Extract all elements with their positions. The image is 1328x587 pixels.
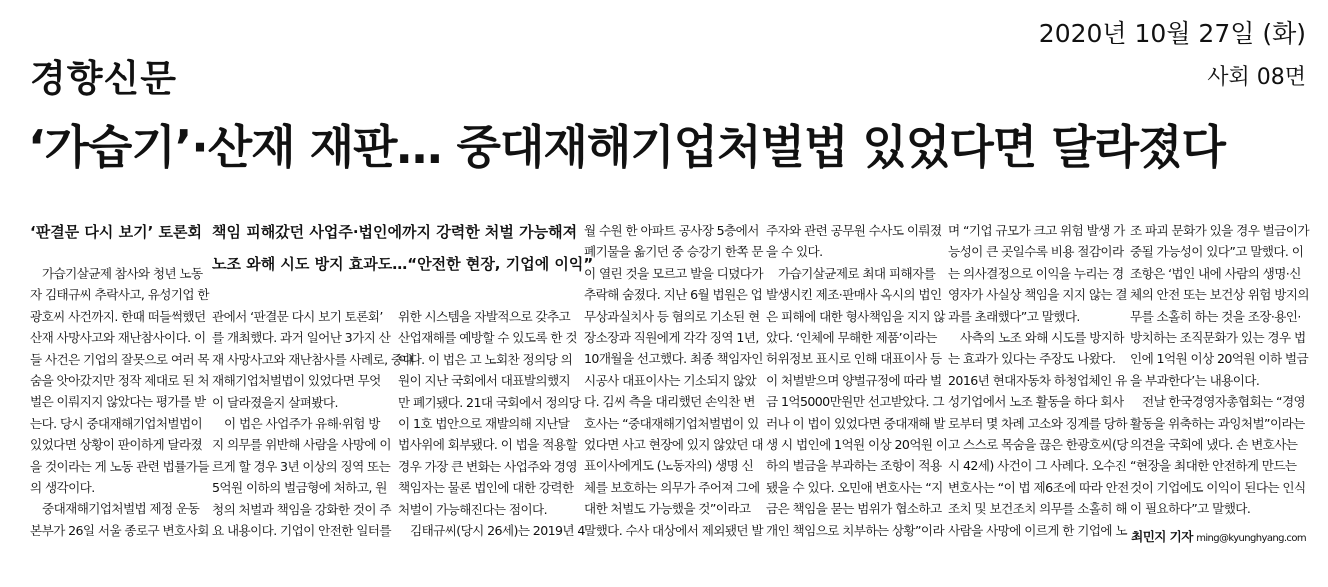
newspaper-masthead: 경향신문 <box>30 57 177 100</box>
text-line: 재해기업처벌법이 있었다면 무엇 <box>212 373 381 389</box>
byline-name: 최민지 기자 <box>1131 528 1193 544</box>
text-line: 과를 초래했다”고 말했다. <box>948 308 1080 324</box>
text-line: 이 처벌받으며 양벌규정에 따라 벌 <box>766 372 942 388</box>
text-line: 활동을 위축하는 과잉처벌”이라는 <box>1130 415 1305 431</box>
text-line: 성기업에서 노조 활동을 하다 회사 <box>948 394 1124 410</box>
text-line: 능성이 큰 곳일수록 비용 절감이라 <box>948 244 1124 260</box>
text-line: 주자와 관련 공무원 수사도 이뤄졌 <box>766 223 942 238</box>
text-line: 변호사는 “이 법 제6조에 따라 안전 <box>948 479 1129 495</box>
text-line: 무를 소홀히 하는 것을 조장·용인· <box>1130 308 1301 324</box>
text-line: 전날 한국경영자총협회는 “경영 <box>1142 394 1306 410</box>
text-line: 조치 및 보건조치 의무를 소홀히 해 <box>948 501 1127 517</box>
text-line: 체를 보호하는 의무가 주어져 그에 <box>584 479 760 495</box>
text-line: 청의 처벌과 책임을 강화한 것이 주 <box>212 501 391 517</box>
article-column-2 <box>212 306 415 541</box>
text-line: 었다면 사고 현장에 있지 않았던 대 <box>584 437 763 453</box>
text-line: 이 달라졌을지 살펴봤다. <box>212 394 338 410</box>
text-line: 이 1호 법안으로 재발의해 지난달 <box>398 416 570 432</box>
byline-email: ming@kyunghyang.com <box>1196 532 1306 544</box>
headline: ‘가습기’·산재 재판… 중대재해기업처벌법 있었다면 달라졌다 <box>28 120 1225 174</box>
section-page: 사회 08면 <box>1207 65 1306 90</box>
text-line: 김태규씨(당시 26세)는 2019년 4 <box>410 523 585 539</box>
text-line: 는다. 당시 중대재해기업처벌법이 <box>30 415 203 431</box>
text-line: 자 김태규씨 추락사고, 유성기업 한 <box>30 287 209 303</box>
text-line: 관에서 ‘판결문 다시 보기 토론회’ <box>212 309 383 324</box>
text-line: 됐을 수 있다. 오민애 변호사는 “지 <box>766 479 943 495</box>
text-line: 5억원 이하의 벌금형에 처하고, 원 <box>212 480 387 496</box>
text-line: 중될 가능성이 있다”고 말했다. 이 <box>1130 244 1304 260</box>
text-line: 이다. 이 법은 고 노회찬 정의당 의 <box>398 351 573 367</box>
text-line: 폐기물을 옮기던 중 승강기 한쪽 문 <box>584 244 763 260</box>
text-line: 것이 기업에도 이익이 된다는 인식 <box>1130 479 1306 495</box>
subhead-1: 책임 피해갔던 사업주·법인에까지 강력한 처벌 가능해져 <box>212 223 578 241</box>
text-line: 금은 책임을 묻는 범위가 협소하고 <box>766 501 942 517</box>
text-line: 의 생각이다. <box>30 480 95 496</box>
kicker: ‘판결문 다시 보기’ 토론회 <box>30 223 202 241</box>
article-column-5 <box>766 220 948 541</box>
text-line: 체의 안전 또는 보건상 위험 방지의 <box>1130 287 1309 303</box>
byline <box>1130 526 1306 549</box>
text-line: 지 의무를 위반해 사람을 사망에 이 <box>212 437 391 453</box>
text-line: 10개월을 선고했다. 최종 책임자인 <box>584 351 763 367</box>
text-line: 사측의 노조 와해 시도를 방지하 <box>960 330 1124 346</box>
text-line: 생 시 법인에 1억원 이상 20억원 이 <box>766 437 948 453</box>
text-line: 을 수 있다. <box>766 244 823 260</box>
text-line: “현장을 최대한 안전하게 만드는 <box>1130 458 1297 474</box>
text-line: 중대재해기업처벌법 제정 운동 <box>42 501 200 517</box>
text-line: 호사는 “중대재해기업처벌법이 있 <box>584 415 759 431</box>
text-line: 경우 가장 큰 변화는 사업주와 경영 <box>398 458 577 474</box>
text-line: 산재 사망사고와 재난참사이다. 이 <box>30 330 206 346</box>
subhead-2: 노조 와해 시도 방지 효과도…“안전한 현장, 기업에 이익” <box>212 255 594 273</box>
text-line: 월 수원 한 아파트 공사장 5층에서 <box>584 223 759 238</box>
text-line: 법사위에 회부됐다. 이 법을 적용할 <box>398 437 577 453</box>
text-line: 들 사건은 기업의 잘못으로 여러 목 <box>30 351 209 367</box>
text-line: 조 파괴 문화가 있을 경우 벌금이가 <box>1130 223 1309 238</box>
text-line: 을 것이라는 게 노동 관련 법률가들 <box>30 458 209 474</box>
text-line: 만 폐기됐다. 21대 국회에서 정의당 <box>398 394 581 410</box>
text-line: 광호씨 사건까지. 한때 떠들썩했던 <box>30 308 206 324</box>
article-column-4 <box>584 220 763 541</box>
text-line: 로부터 몇 차례 고소와 징계를 당하 <box>948 415 1127 431</box>
text-line: 며 “기업 규모가 크고 위험 발생 가 <box>948 223 1125 238</box>
text-line: 벌은 이뤄지지 않았다는 평가를 받 <box>30 394 206 410</box>
text-line: 책임자는 물론 법인에 대한 강력한 <box>398 480 574 496</box>
text-line: 대한 처벌도 가능했을 것”이라고 <box>584 501 751 517</box>
text-line: 원이 지난 국회에서 대표발의했지 <box>398 373 571 389</box>
text-line: 위한 시스템을 자발적으로 갖추고 <box>398 309 571 324</box>
text-line: 는 효과가 있다는 주장도 나왔다. <box>948 351 1116 367</box>
text-line: 러나 이 법이 있었다면 중대재해 발 <box>766 415 945 431</box>
text-line: 무상과실치사 등 혐의로 기소된 현 <box>584 308 760 324</box>
text-line: 았다. ‘인체에 무해한 제품’이라는 <box>766 330 937 346</box>
text-line: 인에 1억원 이상 20억원 이하 벌금 <box>1130 351 1309 367</box>
text-line: 요 내용이다. 기업이 안전한 일터를 <box>212 523 391 539</box>
text-line: 본부가 26일 서울 종로구 변호사회 <box>30 522 209 538</box>
text-line: 는 의사결정으로 이익을 누리는 경 <box>948 265 1124 281</box>
text-line: 이 열린 것을 모르고 발을 디뎠다가 <box>584 265 763 281</box>
text-line: 추락해 숨졌다. 지난 6월 법원은 업 <box>584 287 763 303</box>
article-column-1 <box>30 263 209 541</box>
text-line: 를 개최했다. 과거 일어난 3가지 산 <box>212 330 391 346</box>
text-line: 고 스스로 목숨을 끊은 한광호씨(당 <box>948 437 1128 453</box>
text-line: 있었다면 상황이 판이하게 달라졌 <box>30 437 203 453</box>
text-line: 의견을 국회에 냈다. 손 변호사는 <box>1130 437 1298 453</box>
text-line: 영자가 사실상 책임을 지지 않는 결 <box>948 287 1127 303</box>
text-line: 가습기살균제로 최대 피해자를 <box>778 265 936 281</box>
text-line: 시 42세) 사건이 그 사례다. 오수진 <box>948 458 1127 474</box>
text-line: 장소장과 직원에게 각각 징역 1년, <box>584 330 759 346</box>
text-line: 개인 책임으로 치부하는 상황”이라 <box>766 522 945 538</box>
text-line: 방치하는 조직문화가 있는 경우 법 <box>1130 330 1306 346</box>
text-line: 재 사망사고와 재난참사를 사례로, 중대 <box>212 351 415 367</box>
text-line: 표이사에게도 (노동자의) 생명 신 <box>584 458 754 474</box>
text-line: 조항은 ‘법인 내에 사람의 생명·신 <box>1130 265 1301 281</box>
text-line: 을 부과한다’는 내용이다. <box>1130 372 1260 388</box>
text-line: 금 1억5000만원만 선고받았다. 그 <box>766 394 944 410</box>
text-line: 발생시킨 제조·판매사 옥시의 법인 <box>766 287 942 303</box>
text-line: 이 법은 사업주가 유해·위험 방 <box>224 416 380 432</box>
text-line: 처벌이 가능해진다는 점이다. <box>398 501 547 517</box>
text-line: 산업재해를 예방할 수 있도록 한 것 <box>398 330 577 346</box>
text-line: 사람을 사망에 이르게 한 기업에 노 <box>948 522 1127 538</box>
text-line: 숨을 앗아갔지만 정작 제대로 된 처 <box>30 373 209 389</box>
text-line: 시공사 대표이사는 기소되지 않았 <box>584 372 757 388</box>
article-column-3 <box>398 306 585 541</box>
text-line: 허위정보 표시로 인해 대표이사 등 <box>766 351 942 367</box>
text-line: 이 필요하다”고 말했다. <box>1130 501 1251 517</box>
text-line: 2016년 현대자동차 하청업체인 유 <box>948 372 1127 388</box>
text-line: 르게 할 경우 3년 이상의 징역 또는 <box>212 458 391 474</box>
publication-date: 2020년 10월 27일 (화) <box>1038 19 1306 48</box>
article-column-6 <box>948 220 1129 541</box>
text-line: 은 피해에 대한 형사책임을 지지 않 <box>766 308 945 324</box>
text-line: 다. 김씨 측을 대리했던 손익찬 변 <box>584 394 755 410</box>
text-line: 가습기살균제 참사와 청년 노동 <box>42 266 203 281</box>
text-line: 하의 벌금을 부과하는 조항이 적용 <box>766 458 942 474</box>
text-line: 말했다. 수사 대상에서 제외됐던 발 <box>584 522 763 538</box>
article-column-7 <box>1130 220 1309 549</box>
